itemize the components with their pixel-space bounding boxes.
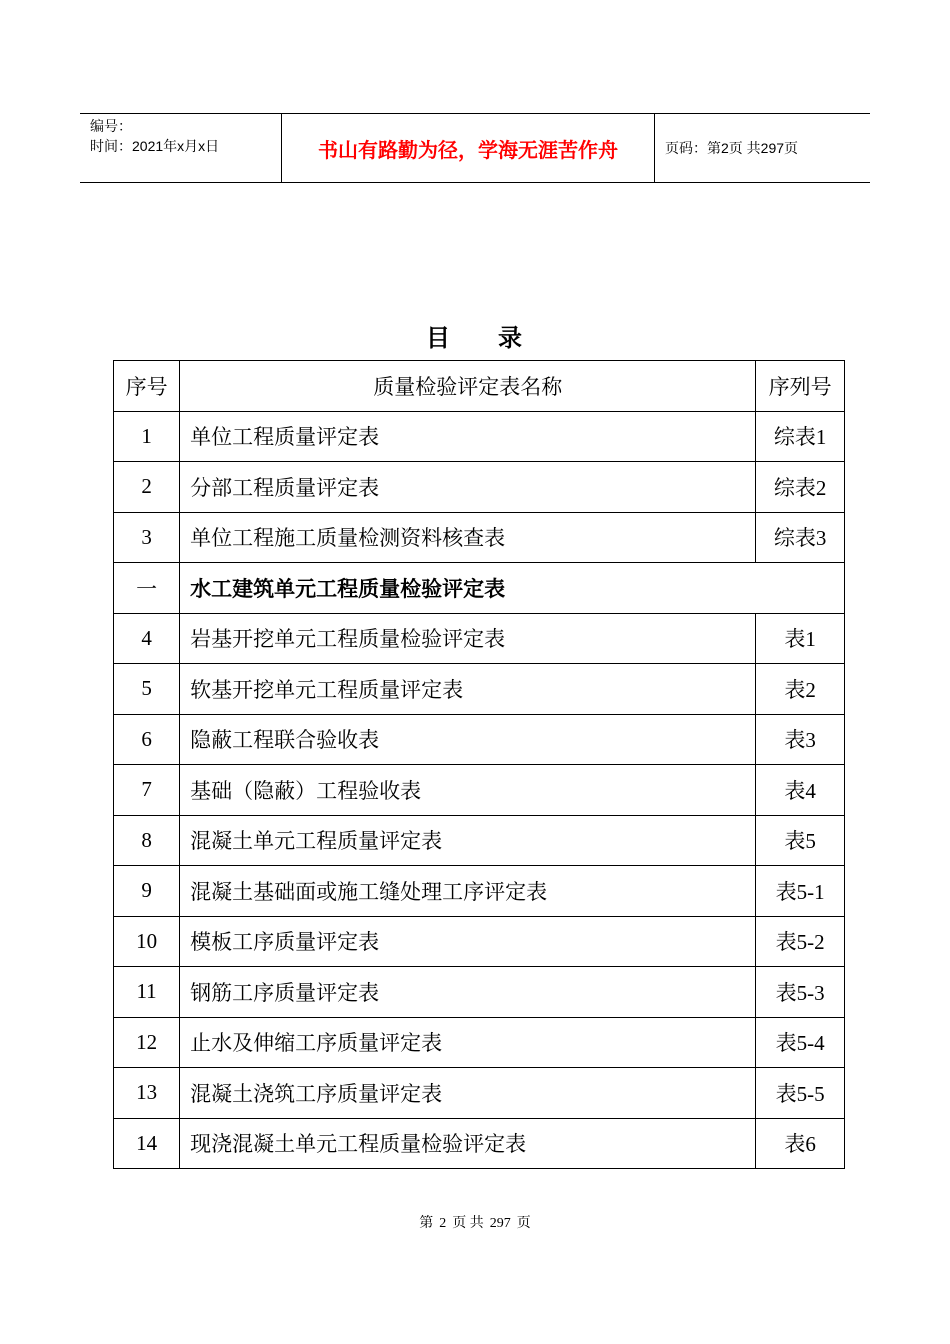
row-name: 现浇混凝土单元工程质量检验评定表 <box>180 1118 756 1169</box>
page-title <box>0 318 950 353</box>
footer-mid: 页 共 <box>452 1216 484 1231</box>
table-row <box>114 765 845 816</box>
row-code: 表5 <box>756 815 845 866</box>
section-seq: 一 <box>114 563 180 614</box>
number-label: 编号： <box>90 118 132 134</box>
row-name: 混凝土浇筑工序质量评定表 <box>180 1068 756 1119</box>
header-name: 质量检验评定表名称 <box>180 361 756 412</box>
row-seq: 5 <box>114 664 180 715</box>
page-footer <box>0 1212 950 1232</box>
table-row <box>114 613 845 664</box>
row-seq: 2 <box>114 462 180 513</box>
row-seq: 6 <box>114 714 180 765</box>
time-label: 时间：2021年x月x日 <box>90 138 220 154</box>
row-name: 软基开挖单元工程质量评定表 <box>180 664 756 715</box>
table-row <box>114 815 845 866</box>
table-row <box>114 1017 845 1068</box>
row-code: 表5-3 <box>756 967 845 1018</box>
table-row <box>114 411 845 462</box>
row-seq: 4 <box>114 613 180 664</box>
row-name: 基础（隐蔽）工程验收表 <box>180 765 756 816</box>
row-code: 表2 <box>756 664 845 715</box>
row-code: 表5-5 <box>756 1068 845 1119</box>
table-header-row <box>114 361 845 412</box>
footer-total-pages: 297 <box>489 1216 511 1231</box>
table-row <box>114 512 845 563</box>
table-row <box>114 916 845 967</box>
row-seq: 10 <box>114 916 180 967</box>
row-code: 表5-1 <box>756 866 845 917</box>
row-name: 单位工程施工质量检测资料核查表 <box>180 512 756 563</box>
header-motto: 书山有路勤为径，学海无涯苦作舟 <box>318 137 618 162</box>
row-seq: 7 <box>114 765 180 816</box>
row-name: 分部工程质量评定表 <box>180 462 756 513</box>
row-code: 表3 <box>756 714 845 765</box>
table-row <box>114 866 845 917</box>
header-divider-right <box>654 114 655 182</box>
table-row <box>114 1068 845 1119</box>
row-seq: 11 <box>114 967 180 1018</box>
row-seq: 1 <box>114 411 180 462</box>
table-row <box>114 462 845 513</box>
row-name: 钢筋工序质量评定表 <box>180 967 756 1018</box>
footer-post: 页 <box>516 1216 531 1231</box>
title-part-2: 录 <box>498 323 524 352</box>
row-name: 隐蔽工程联合验收表 <box>180 714 756 765</box>
row-code: 表5-2 <box>756 916 845 967</box>
document-header <box>80 113 870 183</box>
row-code: 综表3 <box>756 512 845 563</box>
row-code: 表6 <box>756 1118 845 1169</box>
section-name: 水工建筑单元工程质量检验评定表 <box>180 563 845 614</box>
row-seq: 14 <box>114 1118 180 1169</box>
table-row <box>114 967 845 1018</box>
header-seq: 序号 <box>114 361 180 412</box>
row-seq: 3 <box>114 512 180 563</box>
row-code: 表1 <box>756 613 845 664</box>
row-code: 综表2 <box>756 462 845 513</box>
header-page-info: 页码：第2页 共297页 <box>665 140 799 156</box>
footer-pre: 第 <box>419 1216 434 1231</box>
footer-page-number: 2 <box>439 1216 447 1231</box>
row-name: 岩基开挖单元工程质量检验评定表 <box>180 613 756 664</box>
row-seq: 9 <box>114 866 180 917</box>
table-row <box>114 1118 845 1169</box>
header-left-block <box>90 116 285 156</box>
row-seq: 12 <box>114 1017 180 1068</box>
row-name: 单位工程质量评定表 <box>180 411 756 462</box>
row-code: 表5-4 <box>756 1017 845 1068</box>
header-code: 序列号 <box>756 361 845 412</box>
row-name: 模板工序质量评定表 <box>180 916 756 967</box>
contents-table <box>113 360 845 1169</box>
row-name: 止水及伸缩工序质量评定表 <box>180 1017 756 1068</box>
row-name: 混凝土单元工程质量评定表 <box>180 815 756 866</box>
table-row <box>114 664 845 715</box>
title-part-1: 目 <box>426 323 452 352</box>
table-row <box>114 714 845 765</box>
row-code: 表4 <box>756 765 845 816</box>
row-name: 混凝土基础面或施工缝处理工序评定表 <box>180 866 756 917</box>
row-code: 综表1 <box>756 411 845 462</box>
row-seq: 13 <box>114 1068 180 1119</box>
section-row <box>114 563 845 614</box>
row-seq: 8 <box>114 815 180 866</box>
